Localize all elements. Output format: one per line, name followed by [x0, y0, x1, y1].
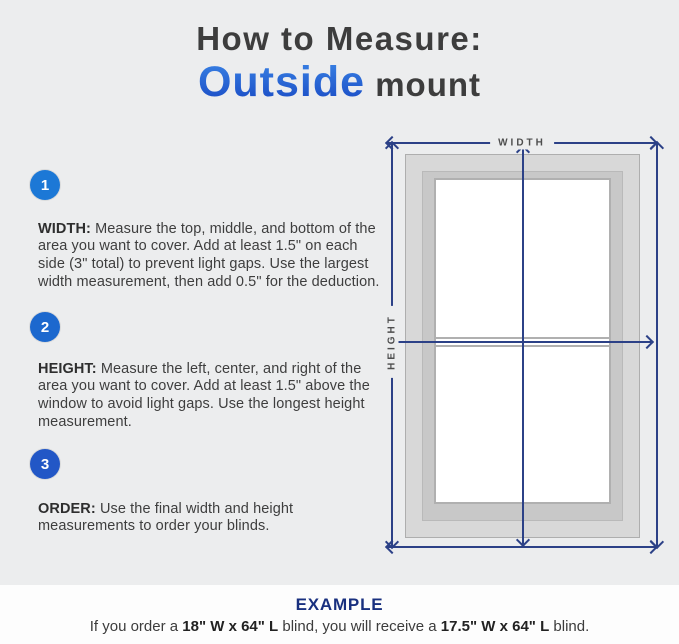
window-measure-diagram	[378, 128, 672, 560]
example-heading: EXAMPLE	[295, 595, 384, 614]
title-accent: Outside	[197, 57, 366, 106]
step-2-text	[38, 361, 386, 432]
step-1-label: WIDTH:	[38, 220, 91, 237]
height-measure-line-center	[522, 148, 524, 544]
example-middle: blind, you will receive a	[278, 618, 441, 635]
step-3-body: Use the final width and height measurements to order your blinds.	[38, 500, 294, 535]
step-2-badge: 2	[30, 312, 60, 342]
step-1-badge: 1	[30, 170, 60, 200]
title-rest	[365, 66, 375, 103]
step-3-text	[38, 501, 386, 536]
step-2-label: HEIGHT:	[38, 360, 97, 377]
height-measure-line-right	[656, 142, 658, 548]
example-suffix: blind.	[549, 618, 590, 635]
height-dimension-label: HEIGHT	[386, 306, 399, 378]
step-3-badge: 3	[30, 449, 60, 479]
title-line1: How to Measure:	[196, 20, 483, 57]
step-2-body: Measure the left, center, and right of the area you want to cover. Add at least 1.5" above the window to avoid light gaps. Use the longest height measurement.	[38, 360, 370, 430]
title-mount: mount	[375, 65, 482, 103]
example-band	[0, 585, 679, 644]
title-line2	[0, 57, 679, 106]
step-1-body: Measure the top, middle, and bottom of the area you want to cover. Add at least 1.5" on each side (3" total) to prevent light gaps. Use the largest width measurement, then add 0.5" for the deduction.	[38, 220, 380, 290]
page-title	[0, 22, 679, 105]
step-3-label: ORDER:	[38, 500, 96, 517]
width-dimension-label: WIDTH	[490, 137, 554, 150]
example-receive-size: 17.5" W x 64" L	[440, 618, 550, 635]
example-order-size: 18" W x 64" L	[182, 618, 279, 635]
example-prefix: If you order a	[89, 618, 183, 635]
step-1-text	[38, 221, 386, 292]
arrow-right-icon	[640, 335, 654, 349]
example-sentence	[0, 618, 679, 635]
width-measure-line-middle	[393, 341, 651, 343]
